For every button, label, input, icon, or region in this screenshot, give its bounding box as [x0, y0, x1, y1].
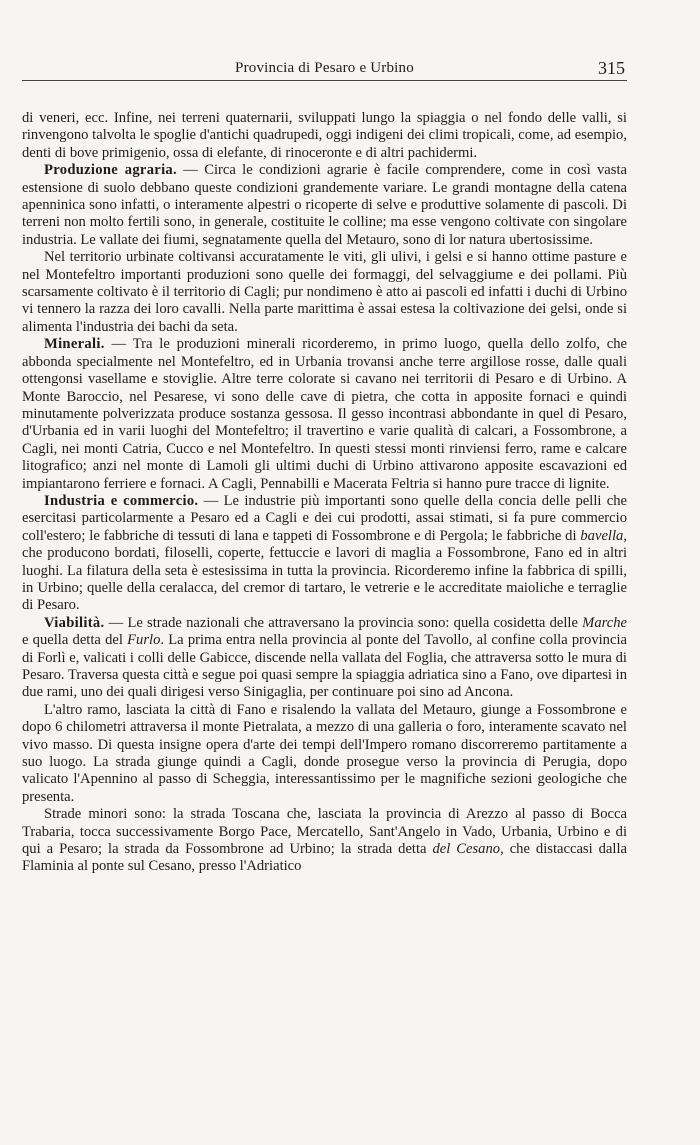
page-body — [22, 110, 627, 876]
paragraph-text: Nel territorio urbinate coltivansi accuratamente le viti, gli ulivi, i gelsi e si hanno ottime pasture e nel Montefeltro importanti produzioni sono quelle dei formaggi, del selvaggiume e dei pollami. Più scarsamente coltivato è il territorio di Cagli; pur nondimeno è atto ai pascoli ed infatti i duchi di Urbino vi tennero la razza dei loro cavalli. Nella parte marittima è assai estesa la coltivazione dei gelsi, onde si alimenta l'industria dei bachi da seta. — [22, 249, 627, 335]
section-industria-commercio — [22, 493, 627, 615]
paragraph-altro-ramo — [22, 702, 627, 806]
italic-term: bavella — [580, 527, 624, 544]
paragraph-text: L'altro ramo, lasciata la città di Fano e risalendo la vallata del Metauro, giunge a Fossombrone e dopo 6 chilometri attraversa il monte Pietralata, a mezzo di una galleria o foro, interamente scavato nel vivo masso. Di questa insigne opera d'arte dei tempi dell'Impero romano discorreremo partitamente a suo luogo. La strada giunge quindi a Cagli, donde prosegue verso la provincia di Perugia, dopo valicato l'Apennino al passo di Scheggia, interessantissimo per le magnifiche sezioni geologiche che presenta. — [22, 701, 627, 805]
section-text: , che producono bordati, filoselli, coperte, fettuccie e lavori di maglia a Fossombrone, Fano ed in altri luoghi. La filatura della seta è estesissima in tutta la provincia. Ricorderemo infine la fabbrica di spilli, in Urbino; quelle della ceralacca, del cremor di tartaro, le vetrerie e le accreditate maioliche e terraglie di Pesaro. — [22, 527, 627, 614]
italic-term: Furlo — [127, 632, 161, 649]
section-text: . La prima entra nella provincia al ponte del Tavollo, al confine colla provincia di Forlì e, valicati i colli delle Gabicce, discende nella vallata del Foglia, che attraversa sotto le mura di Pesaro. Traversa questa città e segue poi quasi sempre la spiaggia adriatica sino a Fano, ove dipartesi in due rami, uno dei quali dirigesi verso Sinigaglia, per continuare poi sino ad Ancona. — [22, 632, 627, 701]
page-header — [22, 58, 627, 81]
section-viabilita — [22, 615, 627, 702]
paragraph-territorio-urbinate — [22, 249, 627, 336]
paragraph-text: , che distaccasi dalla Flaminia al ponte sul Cesano, presso l'Adriatico — [22, 841, 627, 875]
section-heading: Industria e commercio. — [44, 492, 199, 509]
paragraph-fossils — [22, 110, 627, 162]
section-heading: Minerali. — [44, 336, 105, 353]
section-heading: Produzione agraria. — [44, 162, 177, 179]
section-heading: Viabilità. — [44, 614, 105, 631]
section-produzione-agraria — [22, 162, 627, 249]
running-title: Provincia di Pesaro e Urbino — [235, 60, 414, 76]
page-number: 315 — [598, 58, 625, 78]
section-text: e quella detta del — [22, 632, 128, 649]
section-text: — Le strade nazionali che attraversano la provincia sono: quella cosidetta delle — [104, 614, 583, 631]
section-text: — Tra le produzioni minerali ricorderemo, in primo luogo, quella dello zolfo, che abbonda specialmente nel Montefeltro, ed in Urbania trovansi anche terre argillose rosse, dalle quali ottengonsi vasellame e stoviglie. Altre terre colorate si cavano nei territorii di Pesaro e di Urbino. A Monte Baroccio, nel Pesarese, vi sono delle cave di pietra, che cotta in apposite fornaci e quindi minutamente polverizzata produce sostanza gessosa. Il gesso incontrasi abbondante in quel di Pesaro, d'Urbania ed in varii luoghi del Montefeltro; il travertino e varie qualità di calcari, a Fossombrone, a Cagli, nei monti Catria, Cucco e nel Montefeltro. In questi stessi monti rinviensi ferro, rame e calcare litografico; anzi nel monte di Lamoli gli ultimi duchi di Urbino attivarono apposite escavazioni ed impiantarono ferriere e fornaci. A Cagli, Pennabilli e Macerata Feltria si hanno pure tracce di lignite. — [22, 336, 627, 492]
paragraph-text: di veneri, ecc. Infine, nei terreni quaternarii, sviluppati lungo la spiaggia o nel fondo delle valli, si rinvengono talvolta le spoglie d'antichi quadrupedi, oggi indigeni dei climi tropicali, come, ad esempio, denti di bove primigenio, ossa di elefante, di rinoceronte e di altri pachidermi. — [22, 110, 627, 161]
italic-term: Marche — [582, 614, 627, 631]
italic-term: del Cesano — [432, 841, 501, 858]
section-text: — Circa le condizioni agrarie è facile comprendere, come in così vasta estensione di suolo debbano queste condizioni grandemente variare. Le grandi montagne della catena apenninica sono infatti, o interamente alpestri o ricoperte di selve e produttive solamente di pascoli. Di terreni non molto fertili sono, in generale, costituite le colline; ma esse vengono coltivate con singolare industria. Le vallate dei fiumi, segnatamente quella del Metauro, sono di lor natura ubertosissime. — [22, 162, 627, 248]
paragraph-strade-minori — [22, 806, 627, 876]
section-text: — Le industrie più importanti sono quelle della concia delle pelli che esercitasi particolarmente a Pesaro ed a Cagli e dei cui prodotti, assai stimati, si fa pure commercio coll'estero; le fabbriche di tessuti di lana e tappeti di Fossombrone e di Pergola; le fabbriche di — [22, 492, 627, 544]
paragraph-text: Strade minori sono: la strada Toscana che, lasciata la provincia di Arezzo al passo di Bocca Trabaria, tocca successivamente Borgo Pace, Mercatello, Sant'Angelo in Vado, Urbania, Urbino e di qui a Pesaro; la strada da Fossombrone ad Urbino; la strada detta — [22, 806, 627, 858]
section-minerali — [22, 336, 627, 493]
